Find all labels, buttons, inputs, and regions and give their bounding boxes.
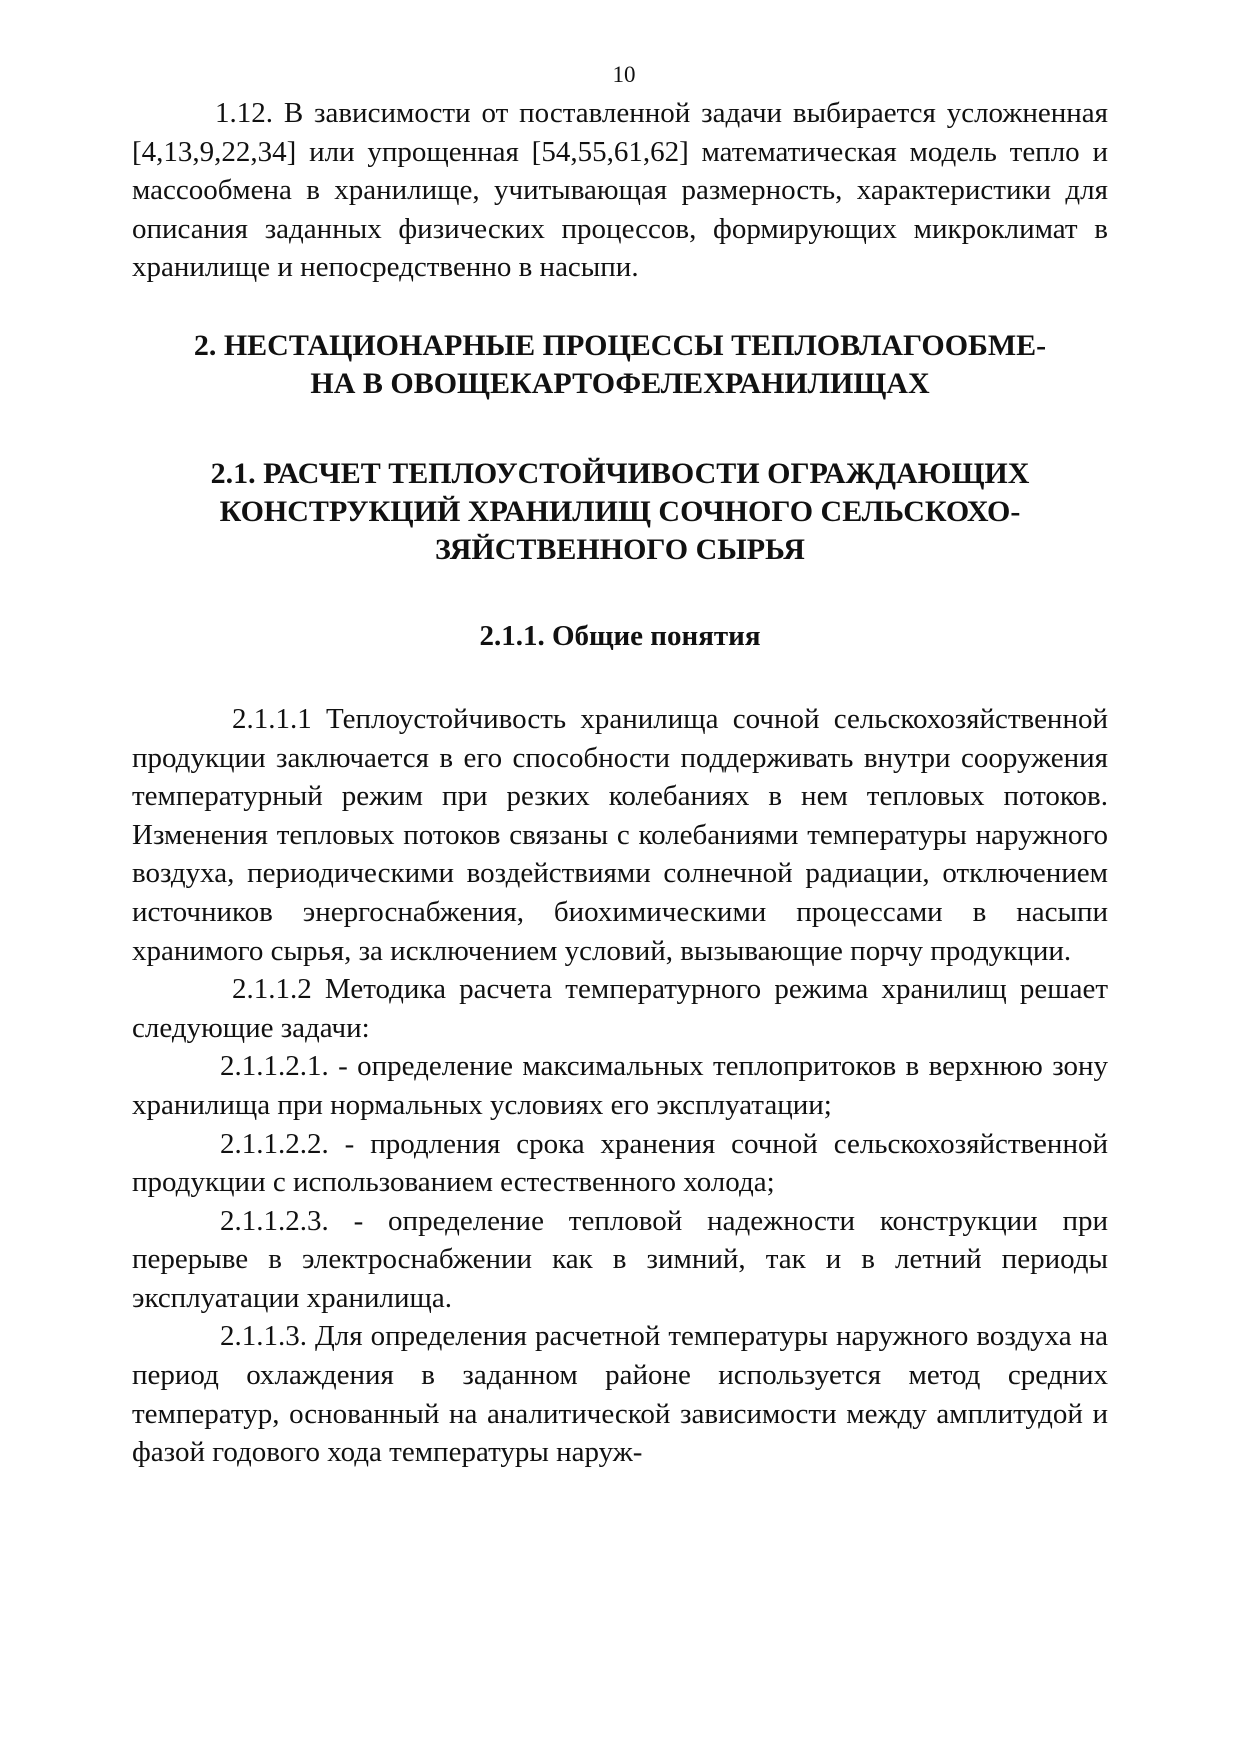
- paragraph-1-12: 1.12. В зависимости от поставленной задачи выбирается усложненная [4,13,9,22,34] или упрощенная [54,55,61,62] математическая модель тепло и массообмена в хранилище, учитывающая размерность, характеристики для описания заданных физических процессов, формирующих микроклимат в хранилище и непосредственно в насыпи.: [132, 97, 1108, 284]
- section-heading-2-1-line-1: 2.1. РАСЧЕТ ТЕПЛОУСТОЙЧИВОСТИ ОГРАЖДАЮЩИХ: [210, 456, 1030, 490]
- paragraph-2-1-1-3: 2.1.1.3. Для определения расчетной температуры наружного воздуха на период охлаждения в заданном районе используется метод средних температур, основанный на аналитической зависимости между амплитудой и фазой годового хода температуры наруж-: [132, 1320, 1108, 1469]
- page-number: 10: [612, 62, 636, 87]
- section-heading-2-1: [132, 455, 1108, 569]
- paragraph-2-1-1-2: 2.1.1.2 Методика расчета температурного режима хранилищ решает следующие задачи:: [132, 973, 1108, 1044]
- list-item-2-1-1-2-2: 2.1.1.2.2. - продления срока хранения сочной сельскохозяйственной продукции с использованием естественного холода;: [132, 1127, 1108, 1199]
- paragraph-2-1-1-1: 2.1.1.1 Теплоустойчивость хранилища сочной сельскохозяйственной продукции заключается в его способности поддерживать внутри сооружения температурный режим при резких колебаниях в нем тепловых потоков. Изменения тепловых потоков связаны с колебаниями температуры наружного воздуха, периодическими воздействиями солнечной радиации, отключением источников энергоснабжения, биохимическими процессами в насыпи хранимого сырья, за исключением условий, вызывающие порчу продукции.: [132, 702, 1108, 967]
- section-heading-2: [132, 327, 1108, 403]
- subsection-heading-2-1-1: 2.1.1. Общие понятия: [479, 619, 761, 652]
- section-heading-2-1-line-2: КОНСТРУКЦИЙ ХРАНИЛИЩ СОЧНОГО СЕЛЬСКОХО-: [219, 494, 1021, 528]
- list-item-2-1-1-2-1: 2.1.1.2.1. - определение максимальных теплопритоков в верхнюю зону хранилища при нормальных условиях его эксплуатации;: [132, 1050, 1108, 1121]
- section-heading-2-line-1: 2. НЕСТАЦИОНАРНЫЕ ПРОЦЕССЫ ТЕПЛОВЛАГООБМЕ-: [193, 328, 1047, 362]
- section-heading-2-1-line-3: ЗЯЙСТВЕННОГО СЫРЬЯ: [435, 532, 805, 566]
- section-heading-2-line-2: НА В ОВОЩЕКАРТОФЕЛЕХРАНИЛИЩАХ: [310, 366, 930, 400]
- list-item-2-1-1-2-3: 2.1.1.2.3. - определение тепловой надежности конструкции при перерыве в электроснабжении как в зимний, так и в летний периоды эксплуатации хранилища.: [132, 1204, 1108, 1314]
- document-page: [132, 60, 1108, 1472]
